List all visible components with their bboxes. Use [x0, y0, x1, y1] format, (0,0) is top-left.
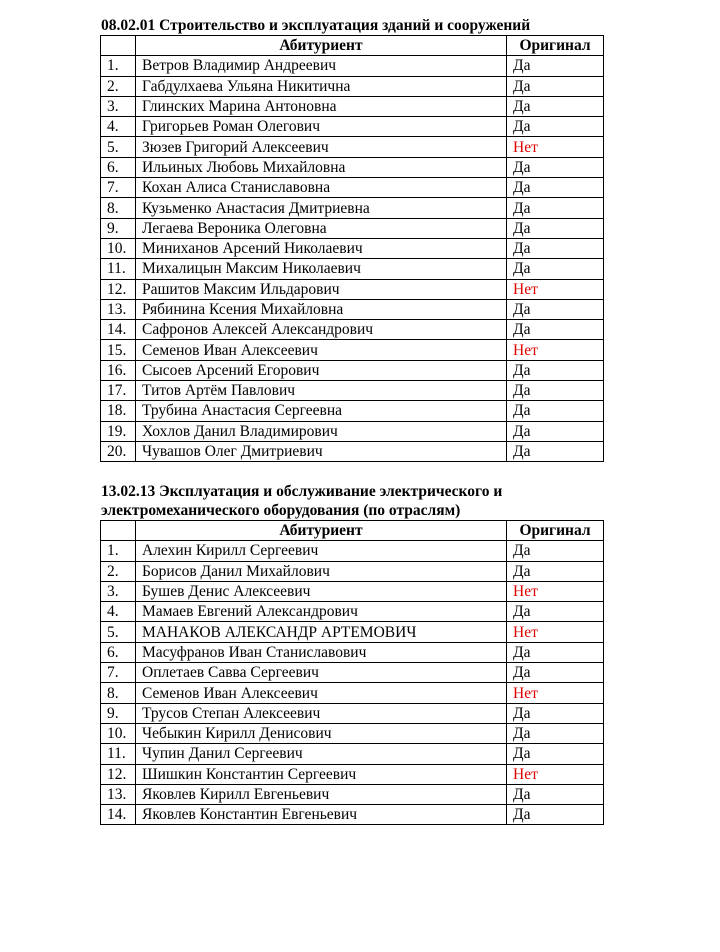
applicant-name: Легаева Вероника Олеговна [136, 218, 507, 238]
row-number: 4. [101, 602, 136, 622]
original-status: Да [507, 744, 604, 764]
applicant-name: Семенов Иван Алексеевич [136, 683, 507, 703]
original-status: Да [507, 703, 604, 723]
section-heading-line: электромеханического оборудования (по отраслям) [101, 502, 461, 519]
row-number: 13. [101, 299, 136, 319]
original-status: Да [507, 198, 604, 218]
row-number: 20. [101, 441, 136, 461]
row-number: 1. [101, 56, 136, 76]
row-number: 3. [101, 96, 136, 116]
original-status: Да [507, 299, 604, 319]
table-row [101, 784, 604, 804]
row-number: 6. [101, 157, 136, 177]
table-row [101, 744, 604, 764]
applicants-table [100, 35, 604, 462]
row-number: 12. [101, 764, 136, 784]
applicant-name: Кузьменко Анастасия Дмитриевна [136, 198, 507, 218]
row-number: 17. [101, 381, 136, 401]
original-status: Да [507, 178, 604, 198]
original-status: Нет [507, 581, 604, 601]
row-number: 9. [101, 703, 136, 723]
table-row [101, 360, 604, 380]
row-number: 16. [101, 360, 136, 380]
table-row [101, 178, 604, 198]
original-status: Да [507, 157, 604, 177]
table-row [101, 764, 604, 784]
table-row [101, 541, 604, 561]
applicant-name: Зюзев Григорий Алексеевич [136, 137, 507, 157]
row-number: 3. [101, 581, 136, 601]
original-status: Да [507, 56, 604, 76]
table-row [101, 320, 604, 340]
specialty-section-2 [100, 482, 603, 825]
applicant-name: Трубина Анастасия Сергеевна [136, 401, 507, 421]
original-status: Да [507, 401, 604, 421]
applicant-name: Кохан Алиса Станиславовна [136, 178, 507, 198]
table-row [101, 117, 604, 137]
row-number: 7. [101, 178, 136, 198]
row-number: 8. [101, 683, 136, 703]
original-status: Нет [507, 622, 604, 642]
applicant-name: Миниханов Арсений Николаевич [136, 238, 507, 258]
applicants-table [100, 520, 604, 825]
row-number: 2. [101, 76, 136, 96]
row-number: 14. [101, 805, 136, 825]
original-status: Да [507, 805, 604, 825]
applicant-name: МАНАКОВ АЛЕКСАНДР АРТЕМОВИЧ [136, 622, 507, 642]
original-status: Да [507, 320, 604, 340]
original-status: Да [507, 238, 604, 258]
specialty-section-1 [100, 16, 603, 462]
original-status: Да [507, 663, 604, 683]
table-row [101, 76, 604, 96]
row-number: 2. [101, 561, 136, 581]
applicant-name: Яковлев Константин Евгеньевич [136, 805, 507, 825]
applicant-name: Чувашов Олег Дмитриевич [136, 441, 507, 461]
row-number: 9. [101, 218, 136, 238]
applicant-name: Чупин Данил Сергеевич [136, 744, 507, 764]
row-number: 6. [101, 642, 136, 662]
table-row [101, 259, 604, 279]
original-status: Нет [507, 279, 604, 299]
section-heading-line: 13.02.13 Эксплуатация и обслуживание электрического и [101, 483, 503, 500]
original-status: Да [507, 259, 604, 279]
row-number: 19. [101, 421, 136, 441]
table-row [101, 56, 604, 76]
section-heading-line: 08.02.01 Строительство и эксплуатация зданий и сооружений [101, 17, 531, 34]
original-status: Да [507, 218, 604, 238]
table-header-row [101, 521, 604, 541]
table-row [101, 561, 604, 581]
applicant-column-header: Абитуриент [136, 521, 507, 541]
applicant-name: Рябинина Ксения Михайловна [136, 299, 507, 319]
row-number: 4. [101, 117, 136, 137]
original-status: Да [507, 723, 604, 743]
row-number: 15. [101, 340, 136, 360]
original-status: Нет [507, 340, 604, 360]
applicant-name: Мамаев Евгений Александрович [136, 602, 507, 622]
row-number: 11. [101, 259, 136, 279]
applicant-name: Сысоев Арсений Егорович [136, 360, 507, 380]
table-row [101, 137, 604, 157]
applicant-name: Бушев Денис Алексеевич [136, 581, 507, 601]
applicant-name: Глинских Марина Антоновна [136, 96, 507, 116]
applicant-name: Оплетаев Савва Сергеевич [136, 663, 507, 683]
section-heading [100, 16, 603, 35]
row-number: 14. [101, 320, 136, 340]
table-row [101, 663, 604, 683]
table-row [101, 581, 604, 601]
original-status: Да [507, 784, 604, 804]
applicant-name: Яковлев Кирилл Евгеньевич [136, 784, 507, 804]
row-number: 1. [101, 541, 136, 561]
table-row [101, 805, 604, 825]
applicant-name: Ветров Владимир Андреевич [136, 56, 507, 76]
original-status: Да [507, 541, 604, 561]
row-number: 18. [101, 401, 136, 421]
original-status: Да [507, 381, 604, 401]
number-column-header [101, 521, 136, 541]
applicant-name: Григорьев Роман Олегович [136, 117, 507, 137]
applicant-name: Хохлов Данил Владимирович [136, 421, 507, 441]
table-row [101, 441, 604, 461]
applicant-column-header: Абитуриент [136, 36, 507, 56]
row-number: 10. [101, 238, 136, 258]
row-number: 10. [101, 723, 136, 743]
table-row [101, 683, 604, 703]
table-row [101, 401, 604, 421]
table-row [101, 642, 604, 662]
table-row [101, 238, 604, 258]
table-row [101, 602, 604, 622]
applicant-name: Масуфранов Иван Станиславович [136, 642, 507, 662]
applicant-name: Борисов Данил Михайлович [136, 561, 507, 581]
original-status: Да [507, 117, 604, 137]
original-column-header: Оригинал [507, 521, 604, 541]
table-row [101, 157, 604, 177]
table-row [101, 723, 604, 743]
original-status: Нет [507, 764, 604, 784]
applicant-name: Семенов Иван Алексеевич [136, 340, 507, 360]
original-status: Да [507, 561, 604, 581]
original-status: Да [507, 360, 604, 380]
original-status: Да [507, 76, 604, 96]
original-column-header: Оригинал [507, 36, 604, 56]
table-row [101, 299, 604, 319]
original-status: Да [507, 642, 604, 662]
row-number: 7. [101, 663, 136, 683]
original-status: Нет [507, 683, 604, 703]
applicant-name: Михалицын Максим Николаевич [136, 259, 507, 279]
table-row [101, 96, 604, 116]
original-status: Нет [507, 137, 604, 157]
table-row [101, 421, 604, 441]
applicant-name: Титов Артём Павлович [136, 381, 507, 401]
applicant-name: Рашитов Максим Ильдарович [136, 279, 507, 299]
applicants-table-body [101, 541, 604, 825]
row-number: 5. [101, 622, 136, 642]
row-number: 13. [101, 784, 136, 804]
original-status: Да [507, 421, 604, 441]
table-row [101, 198, 604, 218]
original-status: Да [507, 441, 604, 461]
applicant-name: Сафронов Алексей Александрович [136, 320, 507, 340]
section-heading [100, 482, 603, 520]
original-status: Да [507, 602, 604, 622]
applicant-name: Алехин Кирилл Сергеевич [136, 541, 507, 561]
original-status: Да [507, 96, 604, 116]
table-row [101, 703, 604, 723]
applicant-name: Шишкин Константин Сергеевич [136, 764, 507, 784]
applicant-name: Габдулхаева Ульяна Никитична [136, 76, 507, 96]
table-row [101, 218, 604, 238]
table-row [101, 279, 604, 299]
table-header-row [101, 36, 604, 56]
applicant-name: Чебыкин Кирилл Денисович [136, 723, 507, 743]
applicant-name: Ильиных Любовь Михайловна [136, 157, 507, 177]
row-number: 8. [101, 198, 136, 218]
applicants-table-body [101, 56, 604, 462]
applicant-name: Трусов Степан Алексеевич [136, 703, 507, 723]
table-row [101, 381, 604, 401]
table-row [101, 622, 604, 642]
row-number: 5. [101, 137, 136, 157]
row-number: 12. [101, 279, 136, 299]
number-column-header [101, 36, 136, 56]
table-row [101, 340, 604, 360]
row-number: 11. [101, 744, 136, 764]
